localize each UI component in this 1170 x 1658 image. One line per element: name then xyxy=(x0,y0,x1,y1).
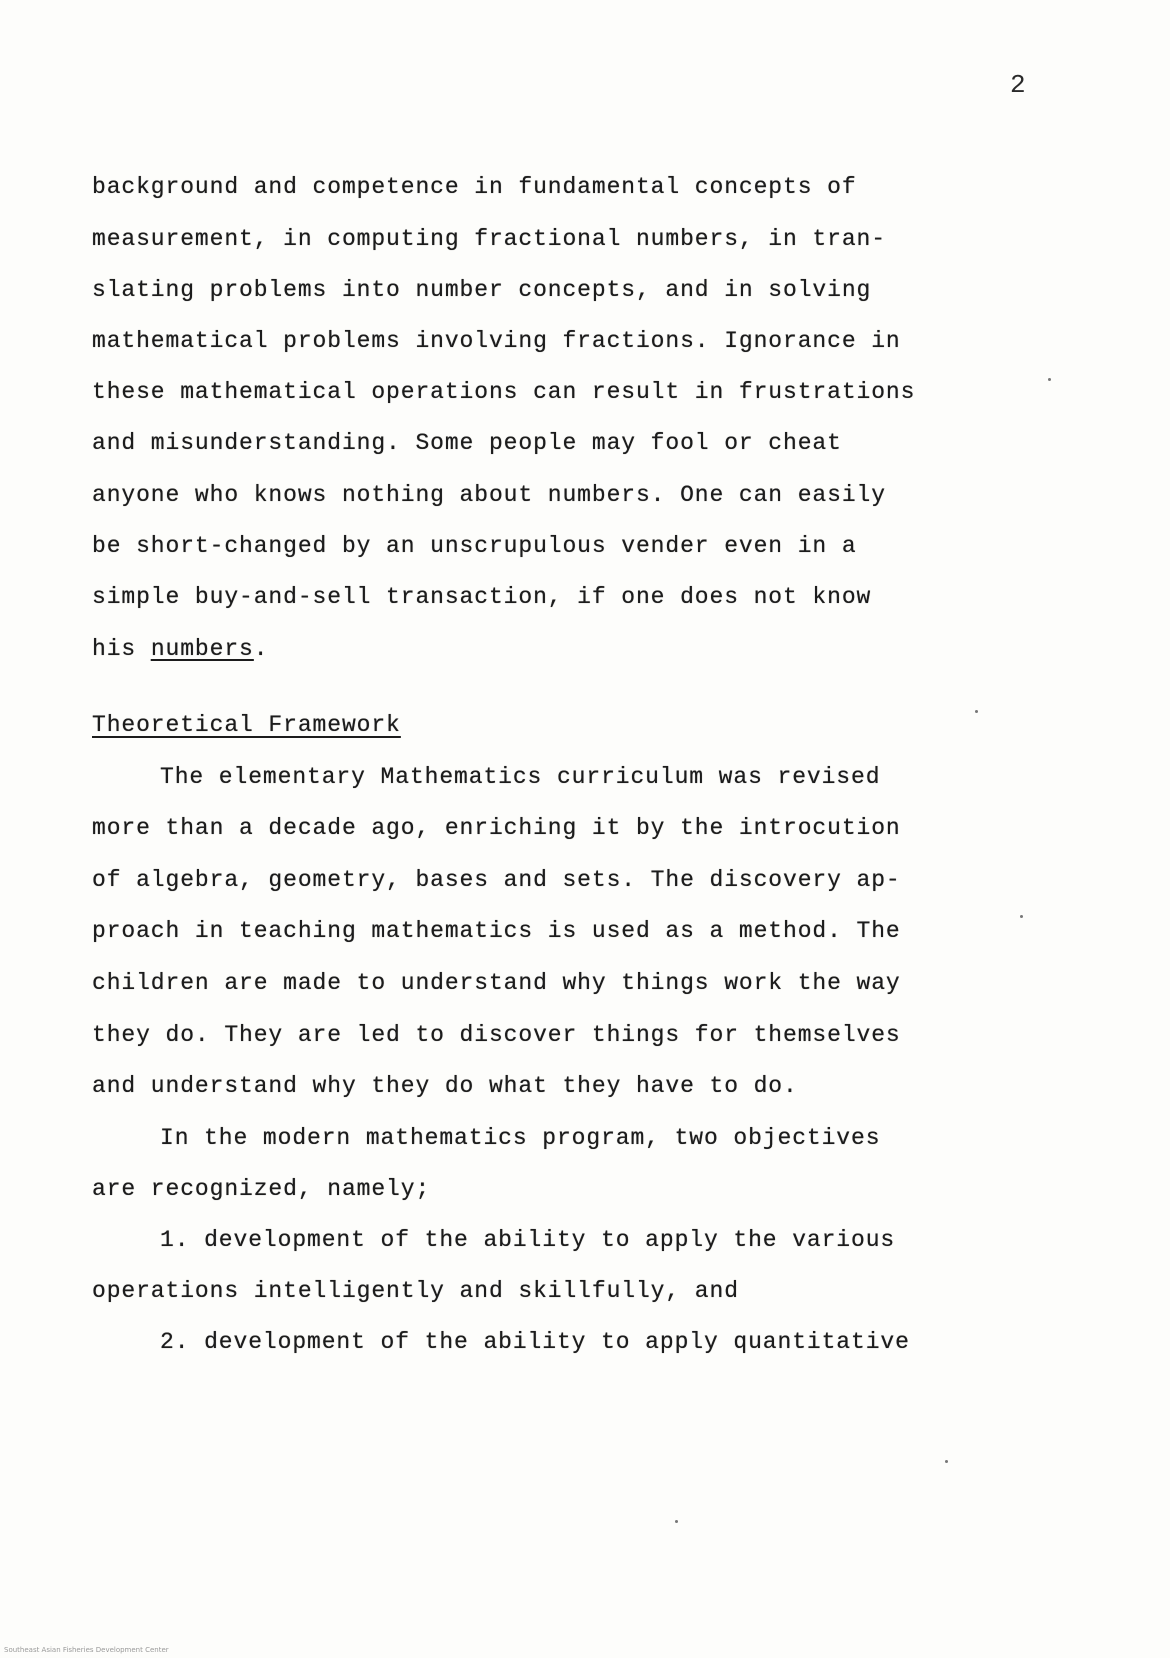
scan-speck xyxy=(975,710,978,713)
list-item: 2. development of the ability to apply quantitative xyxy=(160,1329,910,1355)
text-line: slating problems into number concepts, and in solving xyxy=(92,277,872,303)
text-line: anyone who knows nothing about numbers. One can easily xyxy=(92,482,886,508)
text-line: they do. They are led to discover things for themselves xyxy=(92,1022,901,1048)
underlined-word: numbers xyxy=(150,636,254,662)
scan-speck xyxy=(675,1520,678,1523)
scan-footer: Southeast Asian Fisheries Development Center xyxy=(4,1646,169,1654)
text-line: The elementary Mathematics curriculum was revised xyxy=(160,764,881,790)
section-heading: Theoretical Framework xyxy=(92,712,401,738)
text-suffix: . xyxy=(253,636,269,662)
text-line: more than a decade ago, enriching it by the introcution xyxy=(92,815,901,841)
text-line: mathematical problems involving fractions. Ignorance in xyxy=(92,328,901,354)
text-line: background and competence in fundamental concepts of xyxy=(92,174,857,200)
text-line-last xyxy=(92,634,1022,664)
text-line: measurement, in computing fractional numbers, in tran- xyxy=(92,226,886,252)
scan-speck xyxy=(1020,915,1023,918)
text-line: In the modern mathematics program, two objectives xyxy=(160,1125,881,1151)
text-line: proach in teaching mathematics is used as a method. The xyxy=(92,918,901,944)
text-line: and misunderstanding. Some people may fool or cheat xyxy=(92,430,842,456)
list-item-continuation: operations intelligently and skillfully, and xyxy=(92,1278,739,1304)
text-line: are recognized, namely; xyxy=(92,1176,431,1202)
text-line: simple buy-and-sell transaction, if one does not know xyxy=(92,584,872,610)
text-prefix: his xyxy=(92,636,151,662)
text-line: these mathematical operations can result in frustrations xyxy=(92,379,916,405)
text-line: children are made to understand why things work the way xyxy=(92,970,901,996)
scan-speck xyxy=(945,1460,948,1463)
scan-speck xyxy=(1048,378,1051,381)
text-line: be short-changed by an unscrupulous vender even in a xyxy=(92,533,857,559)
page-number: 2 xyxy=(1010,70,1026,100)
text-line: and understand why they do what they have to do. xyxy=(92,1073,798,1099)
list-item: 1. development of the ability to apply the various xyxy=(160,1227,896,1253)
text-line: of algebra, geometry, bases and sets. The discovery ap- xyxy=(92,867,901,893)
